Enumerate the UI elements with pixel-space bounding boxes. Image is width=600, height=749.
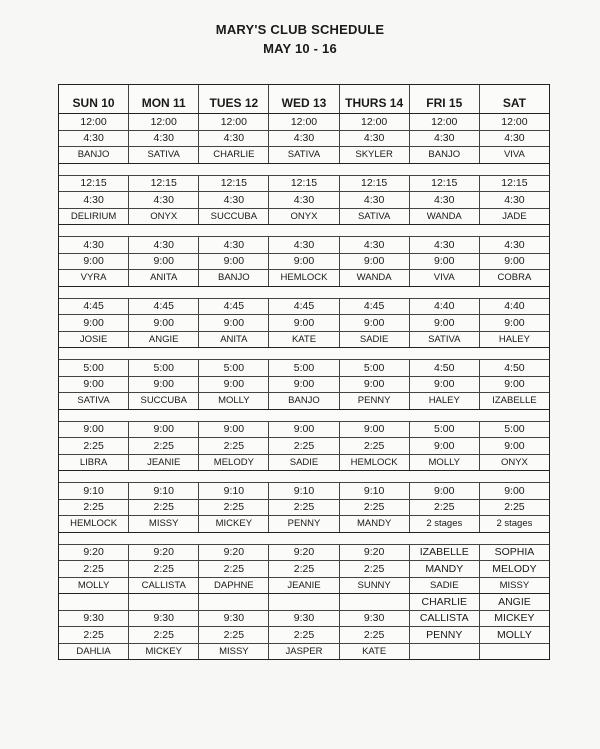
schedule-cell: SADIE — [340, 332, 410, 348]
separator-cell — [479, 533, 549, 544]
schedule-cell — [269, 594, 339, 610]
schedule-cell: CHARLIE — [199, 147, 269, 163]
schedule-cell: PENNY — [410, 627, 480, 643]
separator-cell — [339, 471, 409, 482]
schedule-cell: 4:30 — [129, 131, 199, 147]
schedule-cell: 2:25 — [340, 500, 410, 516]
separator-cell — [479, 348, 549, 359]
end-time-row — [59, 192, 549, 209]
schedule-cell: 2:25 — [199, 627, 269, 643]
schedule-cell: MICKEY — [199, 516, 269, 532]
end-time-row — [59, 377, 549, 394]
schedule-cell: 2:25 — [59, 561, 129, 577]
schedule-cell: SATIVA — [410, 332, 480, 348]
schedule-cell: DAHLIA — [59, 644, 129, 660]
schedule-cell: 12:00 — [340, 114, 410, 130]
schedule-cell: 4:45 — [129, 299, 199, 315]
schedule-table — [58, 84, 550, 660]
schedule-cell: IZABELLE — [410, 545, 480, 561]
schedule-cell: 9:00 — [410, 377, 480, 393]
schedule-cell: 9:20 — [59, 545, 129, 561]
schedule-cell: 12:15 — [129, 176, 199, 192]
schedule-cell: ONYX — [129, 209, 199, 225]
start-time-row — [59, 545, 549, 562]
separator-cell — [339, 348, 409, 359]
start-time-row — [59, 299, 549, 316]
schedule-cell: 9:30 — [269, 611, 339, 627]
schedule-cell: 9:00 — [340, 377, 410, 393]
day-header-row — [59, 85, 549, 114]
extra-performer-row — [59, 594, 549, 611]
schedule-cell: 9:20 — [340, 545, 410, 561]
schedule-cell: KATE — [269, 332, 339, 348]
schedule-cell: 2:25 — [59, 438, 129, 454]
schedule-cell: 2:25 — [340, 561, 410, 577]
schedule-cell: LIBRA — [59, 455, 129, 471]
start-time-row — [59, 483, 549, 500]
schedule-cell: 9:00 — [269, 377, 339, 393]
schedule-cell: 2:25 — [59, 627, 129, 643]
separator-cell — [59, 410, 129, 421]
schedule-cell: 5:00 — [199, 360, 269, 376]
schedule-cell: HEMLOCK — [59, 516, 129, 532]
schedule-cell: ANITA — [129, 270, 199, 286]
schedule-cell: 12:15 — [340, 176, 410, 192]
schedule-cell: 9:00 — [504, 316, 525, 329]
schedule-cell: 5:00 — [269, 360, 339, 376]
schedule-cell: SATIVA — [269, 147, 339, 163]
schedule-cell: HEMLOCK — [269, 270, 339, 286]
schedule-cell: 12:15 — [501, 177, 528, 190]
separator-cell — [269, 410, 339, 421]
schedule-cell: ANGIE — [129, 332, 199, 348]
schedule-cell — [129, 594, 199, 610]
schedule-cell: 4:30 — [269, 237, 339, 253]
separator-cell — [269, 348, 339, 359]
schedule-cell: 4:30 — [340, 131, 410, 147]
schedule-cell: 12:00 — [501, 115, 528, 128]
schedule-cell: 9:00 — [129, 315, 199, 331]
schedule-cell: MON 11 — [129, 85, 199, 113]
separator-cell — [199, 225, 269, 236]
schedule-cell: 2:25 — [129, 500, 199, 516]
performer-row — [59, 393, 549, 410]
separator-cell — [479, 164, 549, 175]
schedule-cell: 12:00 — [269, 114, 339, 130]
schedule-cell — [410, 644, 480, 660]
schedule-cell: MOLLY — [199, 393, 269, 409]
schedule-cell: MANDY — [340, 516, 410, 532]
schedule-cell: HALEY — [410, 393, 480, 409]
schedule-cell: 2:25 — [410, 500, 480, 516]
schedule-cell: DELIRIUM — [59, 209, 129, 225]
block-separator — [59, 533, 549, 545]
schedule-cell: 2:25 — [129, 438, 199, 454]
schedule-cell: SOPHIA — [494, 546, 535, 559]
schedule-cell: 2:25 — [269, 500, 339, 516]
schedule-cell: 2:25 — [269, 627, 339, 643]
schedule-cell: 9:10 — [269, 483, 339, 499]
block-separator — [59, 225, 549, 237]
schedule-cell: 5:00 — [340, 360, 410, 376]
performer-row — [59, 644, 549, 660]
separator-cell — [269, 287, 339, 298]
separator-cell — [339, 410, 409, 421]
schedule-cell: 2:25 — [199, 561, 269, 577]
schedule-cell: TUES 12 — [199, 85, 269, 113]
schedule-cell: 4:50 — [504, 361, 525, 374]
schedule-cell: JOSIE — [59, 332, 129, 348]
schedule-cell: MOLLY — [59, 578, 129, 594]
separator-cell — [409, 348, 479, 359]
schedule-cell: 4:30 — [59, 192, 129, 208]
schedule-cell: CHARLIE — [410, 594, 480, 610]
schedule-cell: ANITA — [199, 332, 269, 348]
schedule-cell: 2:25 — [340, 438, 410, 454]
schedule-cell: 4:30 — [410, 192, 480, 208]
separator-cell — [269, 533, 339, 544]
schedule-cell: 4:30 — [199, 237, 269, 253]
separator-cell — [479, 287, 549, 298]
schedule-cell: 9:00 — [199, 254, 269, 270]
schedule-cell: 2:25 — [340, 627, 410, 643]
schedule-cell: VIVA — [503, 149, 525, 161]
schedule-cell: 5:00 — [59, 360, 129, 376]
separator-cell — [409, 533, 479, 544]
separator-cell — [129, 471, 199, 482]
schedule-cell: 9:10 — [129, 483, 199, 499]
separator-cell — [409, 225, 479, 236]
schedule-cell: 9:30 — [129, 611, 199, 627]
separator-cell — [129, 533, 199, 544]
schedule-cell: BANJO — [59, 147, 129, 163]
separator-cell — [199, 410, 269, 421]
schedule-cell: BANJO — [269, 393, 339, 409]
schedule-cell: MELODY — [492, 562, 537, 575]
schedule-cell: MOLLY — [410, 455, 480, 471]
schedule-cell: THURS 14 — [340, 85, 410, 113]
schedule-cell: 9:00 — [504, 484, 525, 497]
schedule-cell: MELODY — [199, 455, 269, 471]
schedule-cell: SUCCUBA — [199, 209, 269, 225]
schedule-cell: CALLISTA — [410, 611, 480, 627]
schedule-cell: 9:00 — [199, 377, 269, 393]
schedule-cell: MOLLY — [497, 628, 532, 641]
schedule-cell: VIVA — [410, 270, 480, 286]
schedule-cell: HALEY — [498, 333, 530, 345]
start-time-row — [59, 360, 549, 377]
schedule-cell: 2:25 — [199, 500, 269, 516]
page-title — [0, 20, 600, 58]
schedule-cell: SAT — [502, 96, 526, 110]
start-time-row — [59, 611, 549, 628]
end-time-row — [59, 500, 549, 517]
separator-cell — [339, 225, 409, 236]
schedule-cell: 4:45 — [59, 299, 129, 315]
schedule-cell: 2:25 — [269, 561, 339, 577]
separator-cell — [199, 164, 269, 175]
separator-cell — [479, 471, 549, 482]
schedule-cell: JADE — [502, 210, 527, 222]
schedule-cell: 4:30 — [410, 131, 480, 147]
schedule-cell: 4:30 — [504, 238, 525, 251]
schedule-cell: WANDA — [340, 270, 410, 286]
schedule-cell: SATIVA — [340, 209, 410, 225]
schedule-cell: 9:00 — [129, 254, 199, 270]
end-time-row — [59, 315, 549, 332]
block-separator — [59, 287, 549, 299]
schedule-cell: 9:00 — [410, 438, 480, 454]
schedule-title: MARY'S CLUB SCHEDULE — [215, 22, 385, 37]
start-time-row — [59, 114, 549, 131]
schedule-cell: VYRA — [59, 270, 129, 286]
schedule-cell: SATIVA — [129, 147, 199, 163]
start-time-row — [59, 176, 549, 193]
end-time-row — [59, 561, 549, 578]
schedule-cell: BANJO — [410, 147, 480, 163]
schedule-cell: ONYX — [500, 456, 528, 468]
schedule-cell: JEANIE — [269, 578, 339, 594]
schedule-cell: MICKEY — [494, 612, 535, 625]
schedule-cell — [199, 594, 269, 610]
schedule-cell: 9:00 — [269, 254, 339, 270]
schedule-cell: 9:00 — [129, 377, 199, 393]
schedule-cell: MISSY — [129, 516, 199, 532]
separator-cell — [129, 348, 199, 359]
schedule-cell: 4:30 — [199, 192, 269, 208]
separator-cell — [129, 225, 199, 236]
separator-cell — [59, 225, 129, 236]
schedule-cell: 9:20 — [129, 545, 199, 561]
schedule-cell — [59, 594, 129, 610]
performer-row — [59, 209, 549, 226]
schedule-cell: 9:00 — [340, 422, 410, 438]
schedule-cell: 2:25 — [129, 627, 199, 643]
start-time-row — [59, 422, 549, 439]
schedule-cell: 9:00 — [269, 315, 339, 331]
schedule-cell: SADIE — [269, 455, 339, 471]
schedule-cell: CALLISTA — [129, 578, 199, 594]
block-separator — [59, 471, 549, 483]
schedule-cell: SUNNY — [340, 578, 410, 594]
separator-cell — [59, 533, 129, 544]
schedule-cell: 9:00 — [504, 255, 525, 268]
separator-cell — [339, 533, 409, 544]
schedule-cell: PENNY — [269, 516, 339, 532]
schedule-cell: PENNY — [340, 393, 410, 409]
performer-row — [59, 332, 549, 349]
schedule-cell: JEANIE — [129, 455, 199, 471]
schedule-cell: 9:00 — [129, 422, 199, 438]
block-separator — [59, 348, 549, 360]
schedule-cell: COBRA — [497, 272, 532, 284]
schedule-cell: HEMLOCK — [340, 455, 410, 471]
schedule-cell: 9:00 — [410, 254, 480, 270]
separator-cell — [339, 164, 409, 175]
schedule-cell: 9:20 — [269, 545, 339, 561]
schedule-cell: 4:45 — [340, 299, 410, 315]
schedule-cell: 5:00 — [129, 360, 199, 376]
schedule-cell: 9:00 — [199, 315, 269, 331]
start-time-row — [59, 237, 549, 254]
schedule-cell: MISSY — [499, 579, 530, 591]
schedule-cell: ANGIE — [498, 595, 531, 608]
schedule-cell: SUCCUBA — [129, 393, 199, 409]
schedule-cell: 9:10 — [59, 483, 129, 499]
schedule-cell: 9:00 — [504, 378, 525, 391]
separator-cell — [59, 471, 129, 482]
schedule-cell: MICKEY — [129, 644, 199, 660]
schedule-cell: MISSY — [199, 644, 269, 660]
end-time-row — [59, 627, 549, 644]
schedule-cell: 4:30 — [269, 192, 339, 208]
schedule-cell: 12:00 — [59, 114, 129, 130]
schedule-cell: 2 stages — [496, 518, 533, 530]
block-separator — [59, 410, 549, 422]
schedule-cell: 9:10 — [199, 483, 269, 499]
schedule-cell: SADIE — [410, 578, 480, 594]
end-time-row — [59, 131, 549, 148]
separator-cell — [269, 164, 339, 175]
schedule-dates: MAY 10 - 16 — [263, 41, 337, 56]
schedule-cell: 2:25 — [504, 501, 525, 514]
separator-cell — [409, 164, 479, 175]
schedule-cell: 4:30 — [59, 237, 129, 253]
schedule-cell: DAPHNE — [199, 578, 269, 594]
performer-row — [59, 147, 549, 164]
separator-cell — [59, 164, 129, 175]
schedule-cell — [480, 644, 549, 660]
schedule-cell: 2:25 — [59, 500, 129, 516]
schedule-cell: 12:00 — [410, 114, 480, 130]
schedule-cell: 9:00 — [410, 315, 480, 331]
schedule-cell: 9:30 — [199, 611, 269, 627]
separator-cell — [479, 410, 549, 421]
schedule-cell: 12:00 — [129, 114, 199, 130]
schedule-cell: 9:00 — [59, 315, 129, 331]
separator-cell — [269, 471, 339, 482]
separator-cell — [269, 225, 339, 236]
schedule-cell: FRI 15 — [410, 85, 480, 113]
separator-cell — [199, 348, 269, 359]
performer-row — [59, 455, 549, 472]
schedule-cell: 2:25 — [129, 561, 199, 577]
schedule-cell: KATE — [340, 644, 410, 660]
separator-cell — [409, 471, 479, 482]
performer-row — [59, 270, 549, 287]
separator-cell — [409, 410, 479, 421]
schedule-cell: 4:30 — [129, 237, 199, 253]
schedule-cell: 9:00 — [340, 254, 410, 270]
separator-cell — [409, 287, 479, 298]
separator-cell — [129, 164, 199, 175]
schedule-cell: 9:00 — [59, 254, 129, 270]
schedule-cell: JASPER — [269, 644, 339, 660]
schedule-cell: 9:10 — [340, 483, 410, 499]
schedule-cell: 5:00 — [410, 422, 480, 438]
schedule-cell: 9:30 — [340, 611, 410, 627]
schedule-cell: 2:25 — [269, 438, 339, 454]
schedule-cell: 9:20 — [199, 545, 269, 561]
schedule-cell: 4:30 — [129, 192, 199, 208]
schedule-cell: 9:00 — [410, 483, 480, 499]
schedule-cell: 4:45 — [199, 299, 269, 315]
schedule-cell: 9:00 — [269, 422, 339, 438]
schedule-cell: 4:40 — [504, 300, 525, 313]
schedule-cell: 12:15 — [59, 176, 129, 192]
block-separator — [59, 164, 549, 176]
separator-cell — [479, 225, 549, 236]
schedule-cell: 12:15 — [199, 176, 269, 192]
separator-cell — [59, 348, 129, 359]
schedule-cell: BANJO — [199, 270, 269, 286]
schedule-cell: WANDA — [410, 209, 480, 225]
performer-row — [59, 516, 549, 533]
schedule-cell: 12:15 — [410, 176, 480, 192]
schedule-cell: 5:00 — [504, 423, 525, 436]
separator-cell — [199, 287, 269, 298]
end-time-row — [59, 438, 549, 455]
schedule-cell: 4:30 — [504, 193, 525, 206]
schedule-cell: 4:30 — [410, 237, 480, 253]
schedule-cell: SUN 10 — [59, 85, 129, 113]
separator-cell — [339, 287, 409, 298]
schedule-cell: 4:50 — [410, 360, 480, 376]
separator-cell — [129, 410, 199, 421]
separator-cell — [199, 533, 269, 544]
separator-cell — [59, 287, 129, 298]
separator-cell — [129, 287, 199, 298]
schedule-cell: 4:40 — [410, 299, 480, 315]
schedule-cell — [340, 594, 410, 610]
schedule-cell: 9:00 — [340, 315, 410, 331]
schedule-cell: 2 stages — [410, 516, 480, 532]
schedule-cell: 9:00 — [59, 377, 129, 393]
schedule-cell: SKYLER — [340, 147, 410, 163]
schedule-cell: 4:30 — [504, 132, 525, 145]
schedule-cell: 9:00 — [504, 439, 525, 452]
schedule-cell: 4:30 — [199, 131, 269, 147]
schedule-cell: 4:30 — [59, 131, 129, 147]
schedule-cell: 9:30 — [59, 611, 129, 627]
schedule-cell: ONYX — [269, 209, 339, 225]
schedule-cell: 9:00 — [59, 422, 129, 438]
separator-cell — [199, 471, 269, 482]
schedule-cell: IZABELLE — [492, 395, 537, 407]
end-time-row — [59, 254, 549, 271]
performer-row — [59, 578, 549, 595]
schedule-cell: 12:00 — [199, 114, 269, 130]
schedule-cell: MANDY — [410, 561, 480, 577]
schedule-cell: SATIVA — [59, 393, 129, 409]
schedule-cell: 2:25 — [199, 438, 269, 454]
schedule-cell: 9:00 — [199, 422, 269, 438]
schedule-cell: 4:30 — [269, 131, 339, 147]
schedule-cell: 4:30 — [340, 237, 410, 253]
schedule-cell: 12:15 — [269, 176, 339, 192]
schedule-cell: WED 13 — [269, 85, 339, 113]
schedule-cell: 4:30 — [340, 192, 410, 208]
schedule-cell: 4:45 — [269, 299, 339, 315]
